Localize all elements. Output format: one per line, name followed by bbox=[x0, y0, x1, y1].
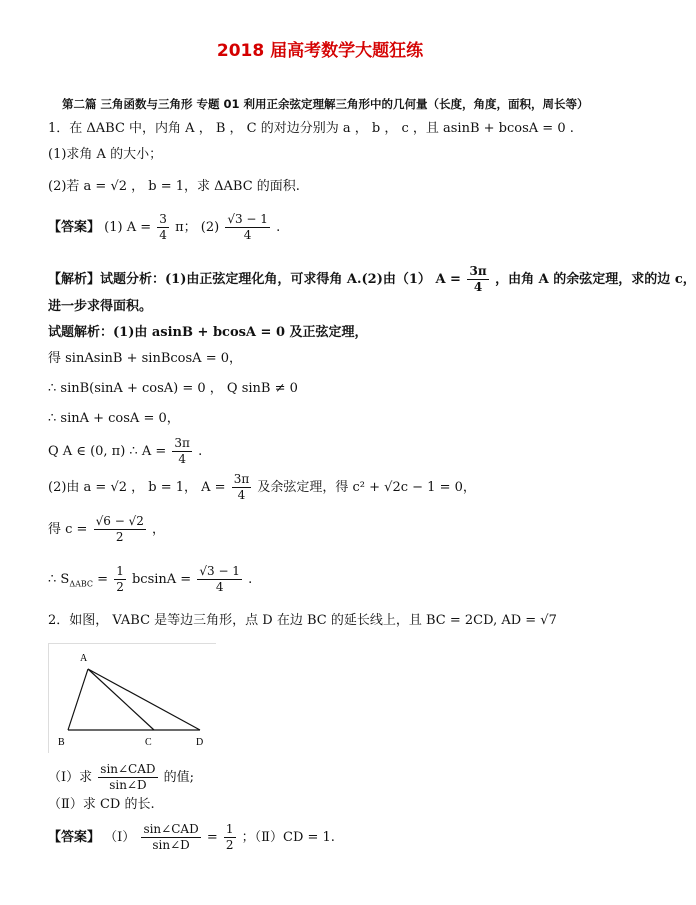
answer-label: 【答案】 bbox=[48, 220, 101, 235]
segment-ab bbox=[68, 669, 88, 730]
triangle-figure bbox=[48, 643, 216, 753]
fraction: $\frac{3\pi}{4}$ bbox=[233, 472, 250, 502]
page-title: 2018 届高考数学大题狂练 bbox=[216, 41, 424, 61]
solution-line-3: ∴ sinB(sinA + cosA) = 0 ， Q sinB ≠ 0 bbox=[48, 381, 298, 396]
q1-stem: 1．在 ΔABC 中，内角 A ， B ， C 的对边分别为 a ， b ， c ，且 asinB + bcosA = 0 . bbox=[48, 121, 574, 136]
q2-stem: 2．如图， VABC 是等边三角形，点 D 在边 BC 的延长线上，且 BC = 2CD, AD = √7 bbox=[48, 613, 557, 628]
solution-line-5: Q A ∈ (0, π) ∴ A = $\frac{3\pi}{4}$ . bbox=[48, 436, 203, 466]
solution-line-1: 试题解析：(1)由 asinB + bcosA = 0 及正弦定理， bbox=[48, 325, 368, 340]
triangle-diagram bbox=[48, 643, 216, 753]
q1-answer: 【答案】 (1) A = $\frac{3}{4}$ π； (2) $\frac{√3 - 1}{4}$ . bbox=[48, 212, 281, 242]
solution-line-6: (2)由 a = √2 ， b = 1， A = $\frac{3\pi}{4}$ 及余弦定理，得 c² + √2c − 1 = 0， bbox=[48, 472, 476, 502]
q2-part2: （Ⅱ）求 CD 的长. bbox=[48, 797, 155, 812]
label-d: D bbox=[196, 737, 204, 748]
label-c: C bbox=[145, 737, 152, 748]
fraction: $\frac{1}{2}$ bbox=[225, 822, 234, 852]
analysis-label: 【解析】 bbox=[48, 272, 101, 287]
section-subtitle: 第二篇 三角函数与三角形 专题 01 利用正余弦定理解三角形中的几何量（长度，角度，面积，周长等） bbox=[62, 97, 589, 111]
fraction: $\frac{√3 - 1}{4}$ bbox=[227, 212, 268, 242]
fraction: $\frac{\text{sin∠CAD}}{\sin\angle D}$ bbox=[143, 822, 199, 852]
solution-line-8: ∴ $S_{\Delta ABC}$ = $\frac{1}{2}$ bcsinA = $\frac{√3 - 1}{4}$ . bbox=[48, 564, 253, 594]
q1-part2: (2)若 a = √2 ， b = 1，求 ΔABC 的面积. bbox=[48, 179, 300, 194]
q1-analysis-line2: 进一步求得面积。 bbox=[48, 299, 153, 314]
answer-label: 【答案】 bbox=[48, 830, 101, 845]
fraction: $\frac{1}{2}$ bbox=[116, 564, 124, 594]
q1-part1: (1)求角 A 的大小； bbox=[48, 147, 163, 162]
fraction: $\frac{3}{4}$ bbox=[159, 212, 167, 242]
solution-line-4: ∴ sinA + cosA = 0， bbox=[48, 411, 180, 426]
label-a: A bbox=[80, 653, 88, 664]
fraction: $\frac{\text{sin∠CAD}}{\sin\angle D}$ bbox=[100, 762, 156, 792]
fraction: $\frac{3\pi}{4}$ bbox=[469, 264, 487, 294]
fraction: $\frac{3\pi}{4}$ bbox=[174, 436, 190, 466]
solution-line-2: 得 sinAsinB + sinBcosA = 0， bbox=[48, 351, 242, 366]
fraction: $\frac{√3 - 1}{4}$ bbox=[199, 564, 240, 594]
label-b: B bbox=[58, 737, 65, 748]
fraction: $\frac{√6 - √2}{2}$ bbox=[95, 514, 144, 544]
q2-answer: 【答案】 （Ⅰ） $\frac{\text{sin∠CAD}}{\sin\angle D}$ = $\frac{1}{2}$ ；（Ⅱ）CD = 1. bbox=[48, 822, 335, 852]
q2-part1: （Ⅰ）求 $\frac{\text{sin∠CAD}}{\sin\angle D}$ 的值; bbox=[48, 762, 195, 792]
q1-analysis: 【解析】试题分析：(1)由正弦定理化角，可求得角 A.(2)由（1） A = $\frac{3\pi}{4}$ ，由角 A 的余弦定理，求的边 c， bbox=[48, 264, 696, 294]
solution-line-7: 得 c = $\frac{√6 - √2}{2}$ ， bbox=[48, 514, 165, 544]
